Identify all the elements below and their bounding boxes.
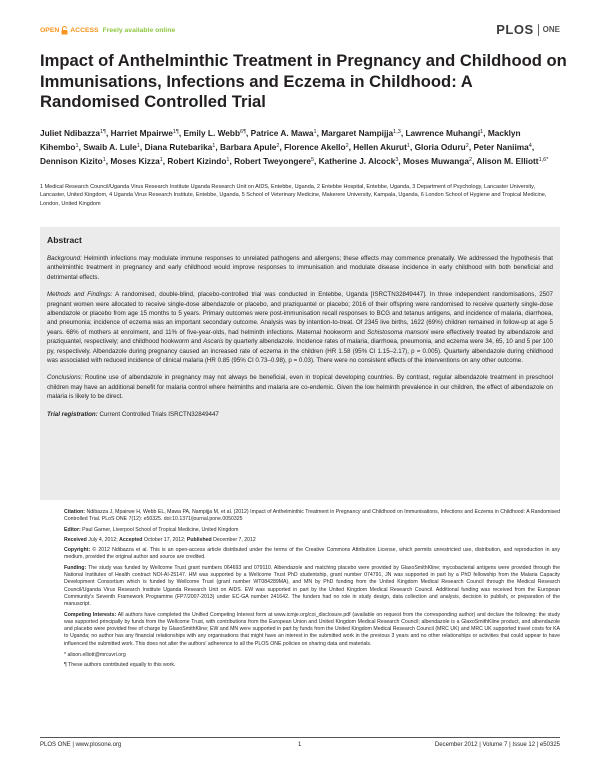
author-entry bbox=[220, 142, 279, 152]
accepted-date: October 17, 2012; bbox=[142, 536, 187, 543]
author-entry bbox=[40, 128, 106, 138]
author-name: Diana Rutebarika bbox=[144, 142, 213, 153]
author-affiliation-marks: 5 bbox=[310, 157, 314, 164]
author-entry bbox=[234, 156, 314, 166]
author-name: Florence Akello bbox=[284, 142, 346, 153]
author-entry bbox=[167, 156, 229, 166]
abstract-trial-registration bbox=[47, 410, 553, 419]
author-affiliation-marks: 1¶ bbox=[172, 129, 179, 135]
funding-label: Funding: bbox=[64, 564, 87, 571]
footer-journal: PLOS ONE | www.plosone.org bbox=[40, 742, 122, 748]
methods-text-c: by quarterly albendazole. Incidence rates of malaria, diarrhoea, pneumonia, and eczema were 34, 65, 10 and 5 per 100 py, respectively. Albendazole during pregnancy caused an increased rate of eczema in the children (HR 1.58 (95% CI 1.15–2.17), p = 0.005). Quarterly albendazole during childhood was associated with reduced incidence of clinical malaria (HR 0.85 (95% CI 0.73–0.98), p = 0.03). There were no consistent effects of the interventions on any other outcome. bbox=[47, 338, 553, 365]
one-wordmark: ONE bbox=[542, 25, 560, 34]
author-name: Moses Kizza bbox=[110, 156, 160, 167]
author-entry bbox=[40, 156, 106, 166]
received-date: July 4, 2012; bbox=[86, 536, 120, 543]
ascaris-term: Ascaris bbox=[203, 338, 224, 346]
author-entry bbox=[415, 142, 469, 152]
dates-row bbox=[64, 537, 560, 544]
author-entry bbox=[353, 142, 410, 152]
author-affiliation-marks: 1 bbox=[159, 157, 163, 164]
affiliations: 1 Medical Research Council/Uganda Virus Research Institute Uganda Research Unit on AIDS, Entebbe, Uganda, 2 Entebbe Hospital, Entebbe, Uganda, 3 Department of Psychology, Lancaster University, Lancaster, United Kingdom, 4 Uganda Virus Research Institute, Entebbe, Uganda, 5 School of Veterinary Medicine, Makerere University, Kampala, Uganda, 6 London School of Hygiene and Tropical Medicine, London, United Kingdom bbox=[40, 184, 547, 207]
author-name: Moses Muwanga bbox=[403, 156, 469, 167]
author-entry bbox=[476, 156, 548, 166]
author-affiliation-marks: 1 bbox=[406, 143, 410, 150]
author-name: Gloria Oduru bbox=[414, 142, 466, 153]
abstract-methods bbox=[47, 290, 553, 365]
published-date: December 7, 2012 bbox=[211, 536, 256, 543]
author-name: Swaib A. Lule bbox=[83, 142, 137, 153]
citation-text: Ndibazza J, Mpairwe H, Webb EL, Mawa PA, Nampijja M, et al. (2012) Impact of Anthelminthic Treatment in Pregnancy and Childhood on Immunisations, Infections and Eczema in Childhood: A Randomised Controlled Trial. PLoS ONE 7(12): e50325. doi:10.1371/journal.pone.0050325 bbox=[64, 509, 560, 523]
author-entry bbox=[284, 142, 349, 152]
author-affiliation-marks: 3 bbox=[395, 157, 399, 164]
abstract-heading: Abstract bbox=[47, 235, 82, 245]
published-label: Published bbox=[186, 536, 212, 543]
methods-text-b: were effectively treated by albendazole and praziquantel, respectively; and childhood hookworm and bbox=[47, 328, 554, 346]
author-affiliation-marks: 1,6* bbox=[538, 157, 549, 164]
author-name: Alison M. Elliott bbox=[476, 156, 539, 167]
author-entry bbox=[321, 128, 401, 138]
background-text: Helminth infections may modulate immune responses to unrelated pathogens and allergens; these effects may commence prenatally. We addressed the hypothesis that anthelminthic treatment in pregnancy and early childhood would improve responses to immunisation and modulate disease incidence in early childhood with both beneficial and detrimental effects. bbox=[47, 255, 553, 281]
author-entry bbox=[473, 142, 531, 152]
author-name: Macklyn Kihembo bbox=[40, 128, 521, 153]
conclusions-label: Conclusions: bbox=[47, 374, 83, 382]
plos-wordmark: PLOS bbox=[496, 22, 534, 37]
author-name: Margaret Nampijja bbox=[321, 128, 394, 138]
article-title: Impact of Anthelminthic Treatment in Pregnancy and Childhood on Immunisations, Infections and Eczema in Childhood: A Randomised Controlled Trial bbox=[40, 51, 567, 111]
author-affiliation-marks: 1 bbox=[212, 143, 216, 150]
methods-text-a: A randomised, double-blind, placebo-controlled trial was conducted in Entebbe, Uganda [ISRCTN32849447]. In three independent randomisations, 2507 pregnant women were allocated to receive single-dose albendazole or placebo, and praziquantel or placebo; 2016 of their offspring were randomised to receive quarterly single-dose albendazole or placebo from age 15 months to 5 years. Primary outcomes were post-immunisation recall responses to BCG and tetanus antigens, and incidence of malaria, diarrhoea, and pneumonia; incidence of eczema was an important secondary outcome. Analysis was by intention-to-treat. Of 2345 live births, 1622 (69%) children remained in follow-up at age 5 years. 68% of mothers at enrolment, and 11% of five-year-olds, had helminth infections. Maternal hookworm and bbox=[47, 291, 553, 336]
funding-text: The study was funded by Wellcome Trust grant numbers 064693 and 079110. Albendazole and matching placebo were provided by GlaxoSmithKline; mycobacterial antigens were provided through the National Institutes of Health contract NOI-AI-25147. HM was supported by a Wellcome Trust PhD studentship, grant number 074791, JN was supported in part by a PhD fellowship from the Malaria Capacity Development Consortium which is funded by Wellcome Trust (grant number WT084289MA), and MN by PhD funding from the United Kingdom Medical Research Council through the Medical Research Council/Uganda Virus Research Institute Uganda Research Unit on AIDS. EW was supported in part by the United Kingdom Medical Research Council. Additional funding was received from the European Community's Seventh Framework Programme (FP7/2007-2013) under EC-GA number 241642. The funders had no role in study design, data collection and analysis, decision to publish, or preparation of the manuscript. bbox=[64, 564, 560, 608]
author-name: Juliet Ndibazza bbox=[40, 128, 100, 138]
author-entry bbox=[110, 156, 162, 166]
author-affiliation-marks: 1 bbox=[75, 143, 79, 150]
author-name: Emily L. Webb bbox=[183, 128, 241, 138]
page-footer bbox=[40, 737, 560, 751]
competing-label: Competing Interests: bbox=[64, 611, 117, 618]
author-affiliation-marks: 1 bbox=[136, 143, 140, 150]
abstract-box bbox=[40, 227, 560, 500]
author-affiliation-marks: 2 bbox=[468, 157, 473, 164]
methods-label: Methods and Findings: bbox=[47, 291, 113, 299]
author-name: Hellen Akurut bbox=[353, 142, 407, 153]
open-lock-icon bbox=[61, 26, 68, 35]
author-name: Dennison Kizito bbox=[40, 156, 103, 167]
editor-label: Editor: bbox=[64, 526, 81, 533]
citation-row bbox=[64, 509, 560, 524]
footer-issue: December 2012 | Volume 7 | Issue 12 | e50325 bbox=[434, 742, 560, 748]
author-entry bbox=[83, 142, 140, 152]
author-affiliation-marks: 1,3 bbox=[393, 129, 401, 135]
author-entry bbox=[145, 142, 216, 152]
editor-row bbox=[64, 527, 560, 534]
author-affiliation-marks: 1 bbox=[480, 129, 484, 135]
plos-one-logo bbox=[496, 22, 560, 37]
author-affiliation-marks: 1 bbox=[313, 129, 317, 135]
copyright-text: © 2012 Ndibazza et al. This is an open-access article distributed under the terms of the Creative Commons Attribution License, which permits unrestricted use, distribution, and reproduction in any medium, provided the original author and source are credited. bbox=[64, 547, 560, 561]
author-affiliation-marks: 2 bbox=[276, 143, 280, 150]
author-name: Robert Kizindo bbox=[167, 156, 227, 167]
citation-label: Citation: bbox=[64, 509, 86, 515]
funding-row bbox=[64, 565, 560, 609]
editor-text: Paul Garner, Liverpool School of Tropical Medicine, United Kingdom bbox=[80, 526, 239, 533]
access-label: ACCESS bbox=[70, 27, 99, 34]
author-affiliation-marks: 2 bbox=[345, 143, 349, 150]
schistosoma-term: Schistosoma mansoni bbox=[367, 328, 429, 336]
competing-text: All authors have completed the Unified Competing Interest form at www.icmje.org/coi_disclosure.pdf (available on request from the corresponding author) and declare the following: the study was supported principally by funds from the Wellcome Trust, with contributions from the European Union and United Kingdom Medical Research Council; albendazole is a GlaxoSmithKline product, and albendazole and placebo were provided free of charge by GlaxoSmithKline; EW and MN were supported in part by funds from the United Kingdom Medical Research Council (MRC UK) and MRC UK supported travel costs for KA to Uganda; no author has any financial relationships with any organisations that might have an interest in the submitted work in the previous 3 years and no other relationships or activities that could appear to have influenced the submitted work. This does not alter the authors' adherence to all the PLOS ONE policies on sharing data and materials. bbox=[64, 611, 560, 647]
author-affiliation-marks: 1 bbox=[226, 157, 230, 164]
author-name: Harriet Mpairwe bbox=[110, 128, 173, 138]
author-name: Barbara Apule bbox=[219, 142, 277, 153]
author-entry bbox=[111, 128, 179, 138]
author-entry bbox=[183, 128, 246, 138]
corresponding-email: * alison.elliott@mrcuvri.org bbox=[64, 652, 126, 659]
author-entry bbox=[319, 156, 399, 166]
open-label: OPEN bbox=[40, 27, 60, 34]
accepted-label: Accepted bbox=[119, 536, 143, 543]
author-entry bbox=[251, 128, 317, 138]
open-access-banner bbox=[40, 26, 175, 35]
author-entry bbox=[405, 128, 483, 138]
journal-header bbox=[40, 22, 560, 40]
author-list: Juliet Ndibazza$^{1\P}$, Harriet Mpairwe$^{1\P}$, Emily L. Webb$^{6\P}$, Patrice A. Mawa$^1$, Margaret Nampijja$^{1,3}$, Lawrence Muhangi$^1$, Macklyn Kihembo$^1$, Swaib A. Lule$^1$, Diana Rutebarika$^1$, Barbara Apule$^2$, Florence Akello$^2$, Hellen Akurut$^1$, Gloria Oduru$^2$, Peter Naniima$^4$, Dennison Kizito$^1$, Moses Kizza$^1$, Robert Kizindo$^1$, Robert Tweyongere$^5$, Katherine J. Alcock$^3$, Moses Muwanga$^2$, Alison M. Elliott$^{1,6*}$ bbox=[40, 128, 549, 167]
author-affiliation-marks: 6¶ bbox=[240, 129, 247, 135]
abstract-conclusions bbox=[47, 373, 553, 401]
author-affiliation-marks: 2 bbox=[465, 143, 469, 150]
copyright-label: Copyright: bbox=[64, 547, 91, 554]
author-name: Lawrence Muhangi bbox=[405, 128, 481, 138]
author-name: Patrice A. Mawa bbox=[250, 128, 314, 138]
conclusions-text: Routine use of albendazole in pregnancy may not always be beneficial, even in tropical developing countries. By contrast, regular albendazole treatment in preschool children may have an additional benefit for malaria control where helminths and malaria are co-endemic. Given the low helminth prevalence in our children, the effect of albendazole on malaria is likely to be direct. bbox=[47, 374, 553, 401]
author-name: Katherine J. Alcock bbox=[318, 156, 396, 167]
footer-page-number: 1 bbox=[298, 742, 302, 748]
background-label: Background: bbox=[47, 255, 82, 262]
author-name: Peter Naniima bbox=[473, 142, 529, 153]
article-metadata bbox=[64, 509, 560, 673]
copyright-row bbox=[64, 547, 560, 562]
abstract-background bbox=[47, 254, 553, 282]
author-entry bbox=[403, 156, 472, 166]
author-affiliation-marks: 4 bbox=[528, 143, 532, 150]
author-affiliation-marks: 1 bbox=[102, 157, 106, 164]
author-affiliation-marks: 1¶ bbox=[99, 129, 106, 135]
received-label: Received bbox=[64, 536, 87, 543]
competing-interests-row bbox=[64, 612, 560, 648]
trial-text: Current Controlled Trials ISRCTN32849447 bbox=[97, 410, 219, 418]
equal-contribution-note: ¶ These authors contributed equally to this work. bbox=[64, 662, 176, 669]
freely-available-label: Freely available online bbox=[102, 27, 176, 34]
trial-label: Trial registration: bbox=[47, 410, 98, 418]
author-name: Robert Tweyongere bbox=[234, 156, 311, 167]
logo-divider bbox=[538, 24, 539, 36]
